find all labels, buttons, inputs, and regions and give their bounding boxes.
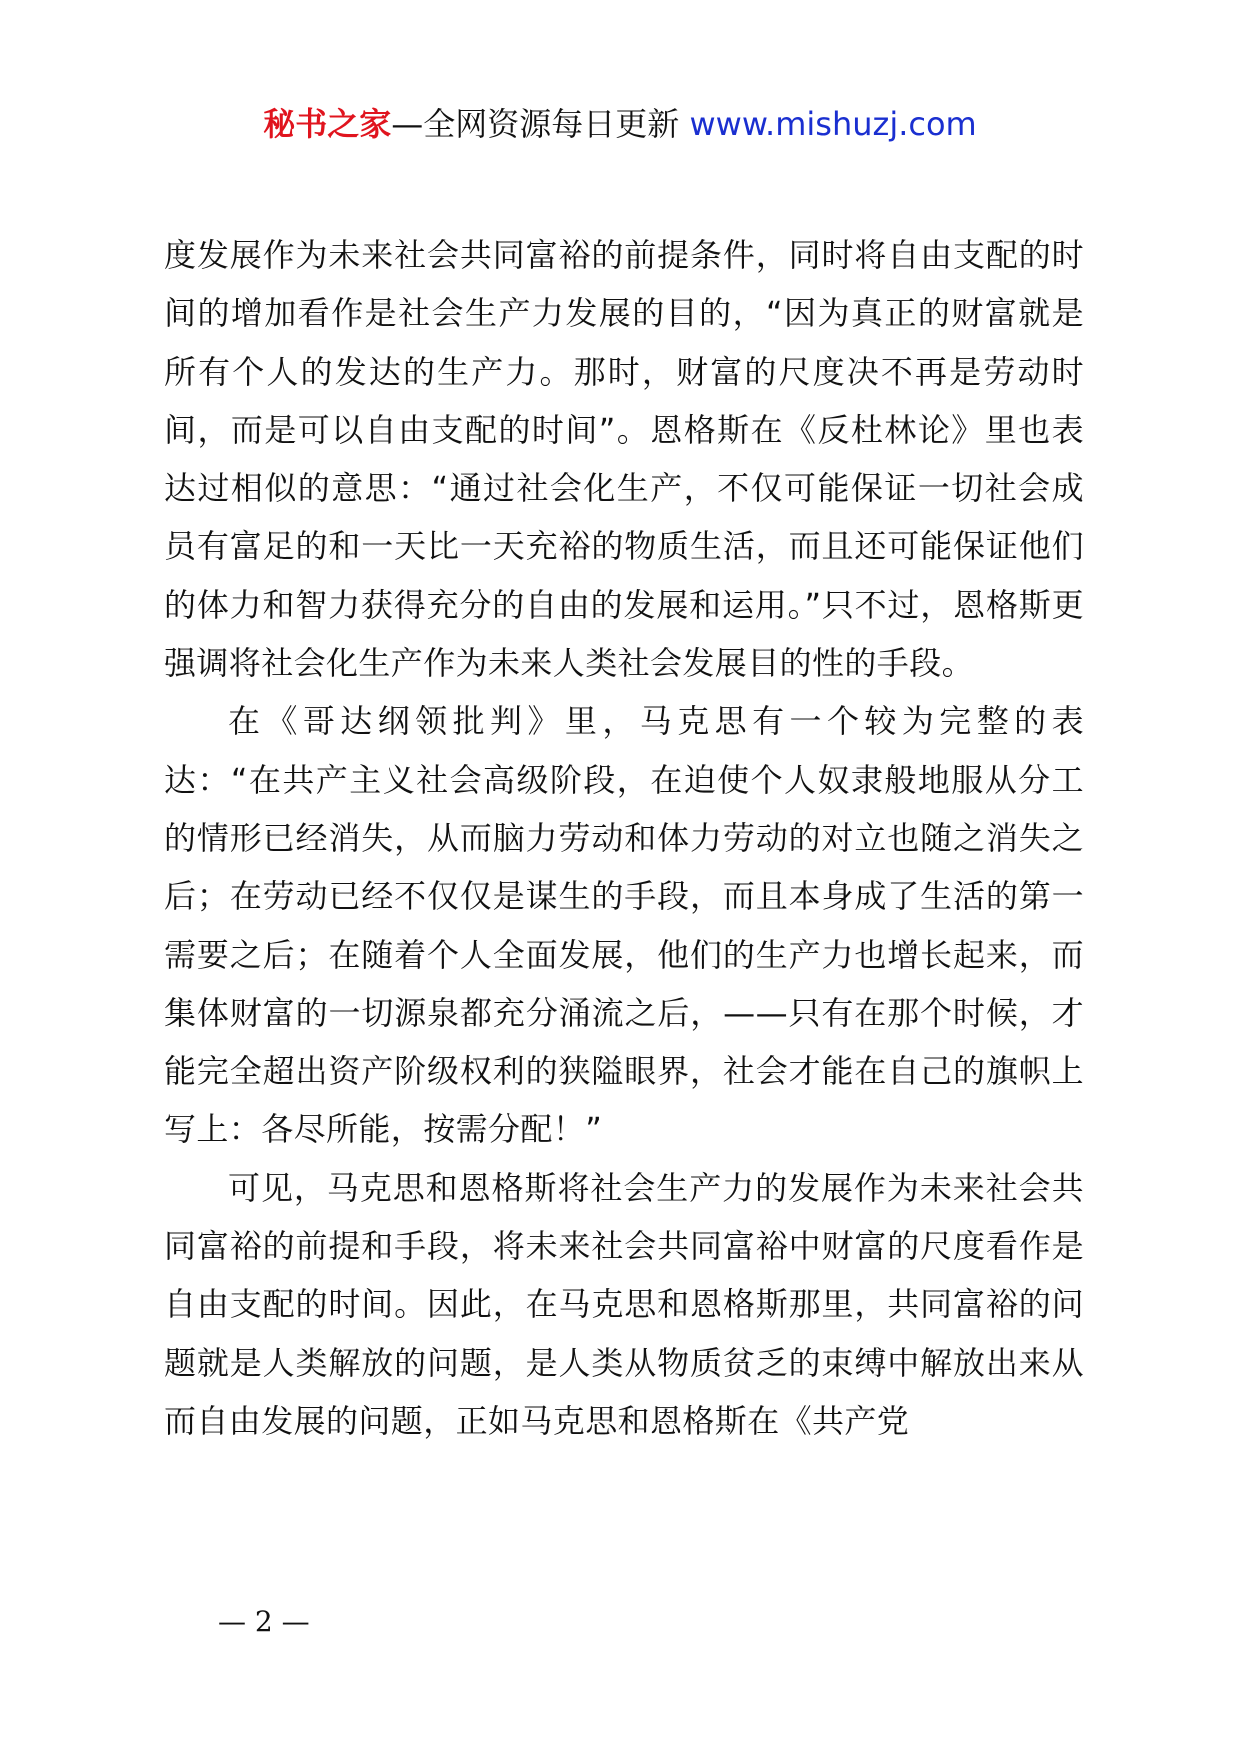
website-link[interactable]: www.mishuzj.com [689, 105, 977, 143]
paragraph-1: 度发展作为未来社会共同富裕的前提条件，同时将自由支配的时间的增加看作是社会生产力发展的目的，“因为真正的财富就是所有个人的发达的生产力。那时，财富的尺度决不再是劳动时间，而是可以自由支配的时间”。恩格斯在《反杜林论》里也表达过相似的意思：“通过社会化生产，不仅可能保证一切社会成员有富足的和一天比一天充裕的物质生活，而且还可能保证他们的体力和智力获得充分的自由的发展和运用。”只不过，恩格斯更强调将社会化生产作为未来人类社会发展目的性的手段。 [164, 236, 1084, 683]
body-text [164, 226, 1084, 1450]
paragraph-2: 在《哥达纲领批判》里，马克思有一个较为完整的表达：“在共产主义社会高级阶段，在迫使个人奴隶般地服从分工的情形已经消失，从而脑力劳动和体力劳动的对立也随之消失之后；在劳动已经不仅仅是谋生的手段，而且本身成了生活的第一需要之后；在随着个人全面发展，他们的生产力也增长起来，而集体财富的一切源泉都充分涌流之后，——只有在那个时候，才能完全超出资产阶级权利的狭隘眼界，社会才能在自己的旗帜上写上：各尽所能，按需分配！” [164, 702, 1084, 1149]
header-tagline: —全网资源每日更新 [391, 105, 690, 143]
paragraph-3: 可见，马克思和恩格斯将社会生产力的发展作为未来社会共同富裕的前提和手段，将未来社会共同富裕中财富的尺度看作是自由支配的时间。因此，在马克思和恩格斯那里，共同富裕的问题就是人类解放的问题，是人类从物质贫乏的束缚中解放出来从而自由发展的问题，正如马克思和恩格斯在《共产党 [164, 1168, 1084, 1440]
page-header [0, 100, 1240, 148]
page-number: — 2 — [218, 1605, 310, 1638]
brand-name: 秘书之家 [263, 105, 392, 143]
